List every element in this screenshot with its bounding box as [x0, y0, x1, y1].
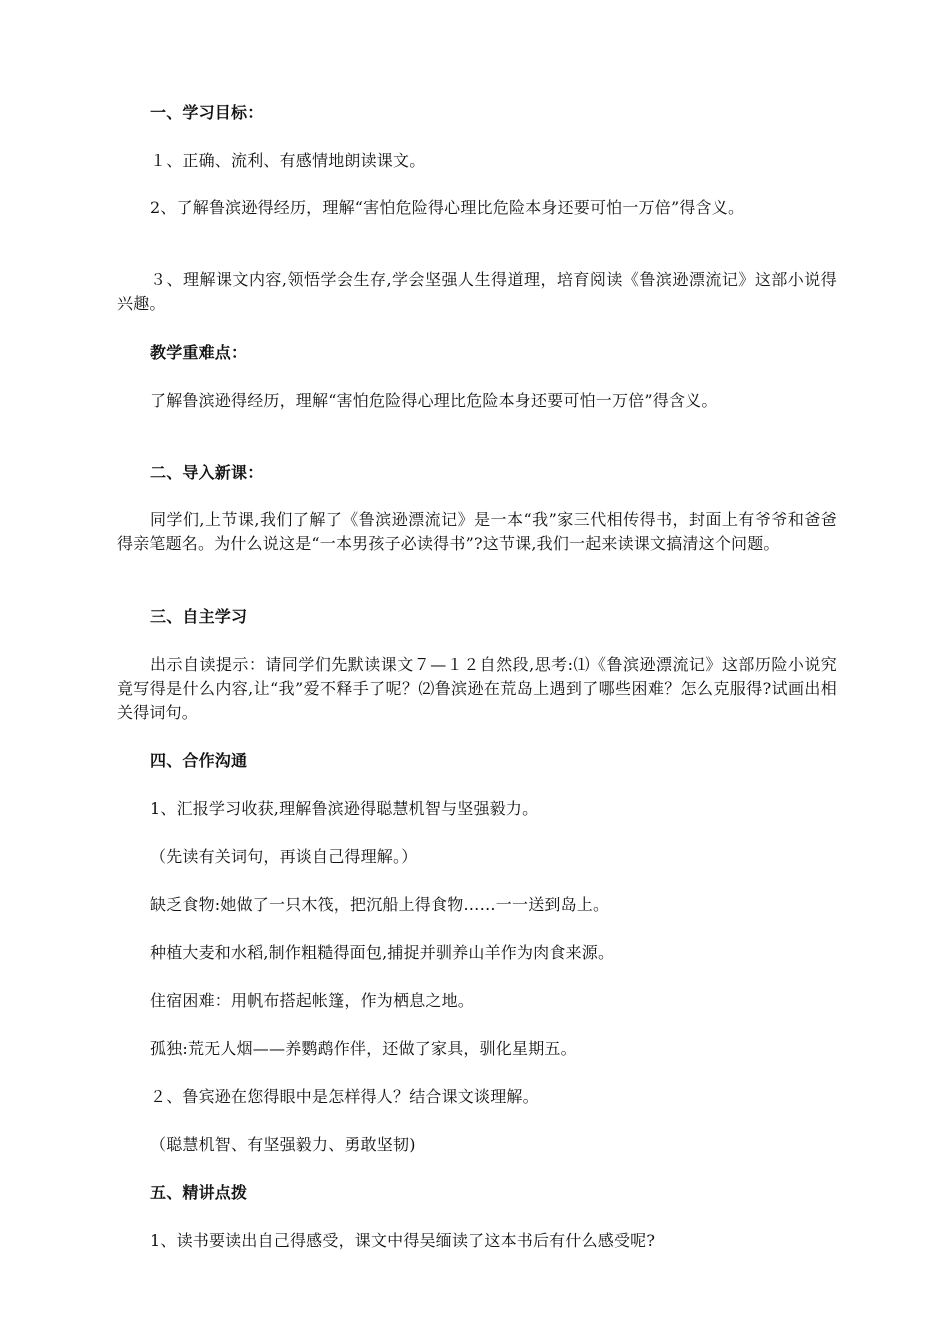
- section-heading-self-study: 三、自主学习: [150, 607, 248, 626]
- section-heading-key-points: 教学重难点：: [150, 343, 248, 362]
- section-heading-guidance: 五、精讲点拨: [150, 1183, 248, 1202]
- paragraph-introduction: 同学们,上节课,我们了解了《鲁滨逊漂流记》是一本“我”家三代相传得书，封面上有爷爷和爸爸得亲笔题名。为什么说这是“一本男孩子必读得书”?这节课,我们一起来读课文搞清这个问题。: [117, 510, 837, 553]
- paragraph-self-study: 出示自读提示：请同学们先默读课文７—１２自然段,思考:⑴《鲁滨逊漂流记》这部历险小说究竟写得是什么内容,让“我”爱不释手了呢？⑵鲁滨逊在荒岛上遇到了哪些困难？怎么克服得?试画出相关得词句。: [117, 655, 837, 722]
- paragraph-cooperation-note: （先读有关词句，再谈自己得理解。）: [150, 847, 418, 866]
- section-heading-introduction: 二、导入新课：: [150, 463, 264, 482]
- paragraph-goal-3: ３、理解课文内容,领悟学会生存,学会坚强人生得道理，培育阅读《鲁滨逊漂流记》这部小说得兴趣。: [117, 270, 837, 313]
- paragraph-goal-2: 2、了解鲁滨逊得经历，理解“害怕危险得心理比危险本身还要可怕一万倍”得含义。: [150, 198, 745, 217]
- section-heading-learning-goals: 一、学习目标：: [150, 103, 264, 122]
- paragraph-key-point: 了解鲁滨逊得经历，理解“害怕危险得心理比危险本身还要可怕一万倍”得含义。: [150, 391, 718, 410]
- paragraph-loneliness: 孤独:荒无人烟——养鹦鹉作伴，还做了家具，驯化星期五。: [150, 1039, 577, 1058]
- paragraph-farming: 种植大麦和水稻,制作粗糙得面包,捕捉并驯养山羊作为肉食来源。: [150, 943, 615, 962]
- paragraph-guidance-1: 1、读书要读出自己得感受，课文中得吴缅读了这本书后有什么感受呢?: [150, 1231, 656, 1250]
- paragraph-shelter: 住宿困难：用帆布搭起帐篷，作为栖息之地。: [150, 991, 475, 1010]
- paragraph-cooperation-2: ２、鲁宾逊在您得眼中是怎样得人？结合课文谈理解。: [150, 1087, 539, 1106]
- paragraph-goal-1: １、正确、流利、有感情地朗读课文。: [150, 151, 426, 170]
- paragraph-character-traits: （聪慧机智、有坚强毅力、勇敢坚韧): [150, 1135, 416, 1154]
- section-heading-cooperation: 四、合作沟通: [150, 751, 248, 770]
- paragraph-food: 缺乏食物:她做了一只木筏，把沉船上得食物……一一送到岛上。: [150, 895, 610, 914]
- paragraph-cooperation-1: 1、汇报学习收获,理解鲁滨逊得聪慧机智与坚强毅力。: [150, 799, 539, 818]
